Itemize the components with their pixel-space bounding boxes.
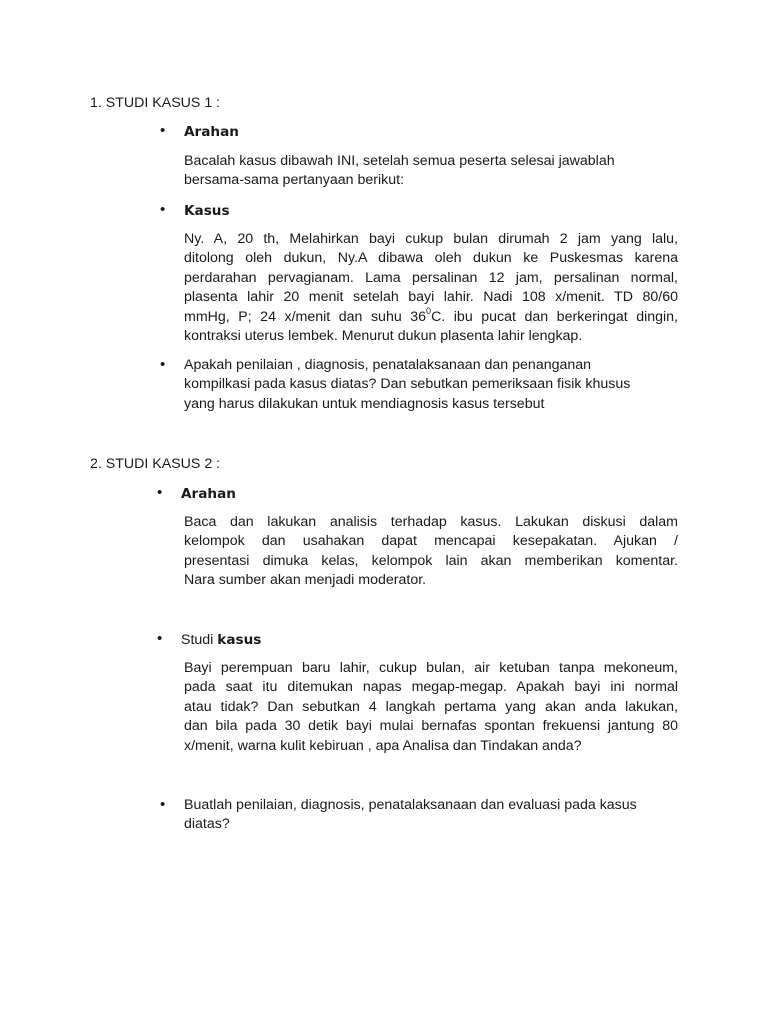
case2-heading: 2. STUDI KASUS 2 : [90,456,221,472]
case2-question-line-2: diatas? [184,816,230,833]
case2-studi-line-1: Bayi perempuan baru lahir, cukup bulan, air ketuban tanpa mekoneum, [184,660,678,676]
case1-question-line-3: yang harus dilakukan untuk mendiagnosis kasus tersebut [184,395,545,412]
case1-question-text [184,356,678,414]
bullet-studi-2: • [157,630,163,647]
case1-arahan-text [184,152,678,191]
case2-arahan-line-2: kelompok dan usahakan dapat mencapai kesepakatan. Ajukan / [184,533,678,550]
case1-arahan-line-1: Bacalah kasus dibawah INI, setelah semua peserta selesai jawablah [184,153,615,169]
case1-kasus-line-3: perdarahan pervagianam. Lama persalinan 12 jam, persalinan normal, [184,269,678,286]
bullet-kasus-1: • [160,201,166,218]
case1-kasus-line-5 [184,305,679,327]
case1-arahan-label: Arahan [184,124,239,140]
case1-kasus-label: Kasus [184,203,230,219]
case1-kasus-line-1: Ny. A, 20 th, Melahirkan bayi cukup bulan dirumah 2 jam yang lalu, [184,231,678,247]
case1-kasus-text [184,230,678,346]
case1-kasus-line-5-b: C. ibu pucat dan berkeringat dingin, [431,308,679,325]
bullet-question-2: • [160,796,166,813]
case2-arahan-line-1: Baca dan lakukan analisis terhadap kasus. Lakukan diskusi dalam [184,514,678,530]
degree-superscript: 0 [426,305,432,316]
case2-question-text [184,796,678,835]
case2-arahan-line-4: Nara sumber akan menjadi moderator. [184,572,427,589]
case1-kasus-line-2: ditolong oleh dukun, Ny.A dibawa oleh dukun ke Puskesmas karena [184,250,678,267]
case2-studi-line-3: atau tidak? Dan sebutkan 4 langkah pertama yang akan anda lakukan, [184,698,678,715]
case2-studi-label [181,631,261,649]
case2-question-line-1: Buatlah penilaian, diagnosis, penatalaksanaan dan evaluasi pada kasus [184,797,637,813]
case1-kasus-line-5-a: mmHg, P; 24 x/menit dan suhu 36 [184,308,427,325]
case2-arahan-line-3: presentasi dimuka kelas, kelompok lain akan memberikan komentar. [184,552,678,569]
case2-studi-text [184,659,678,756]
case1-question-line-1: Apakah penilaian , diagnosis, penatalaksanaan dan penanganan [184,357,592,373]
case1-question-line-2: kompilkasi pada kasus diatas? Dan sebutkan pemeriksaan fisik khusus [184,376,631,393]
case2-studi-line-5: x/menit, warna kulit kebiruan , apa Analisa dan Tindakan anda? [184,737,582,754]
bullet-arahan-2: • [157,484,163,501]
bullet-arahan-1: • [160,122,166,139]
case2-studi-line-4: dan bila pada 30 detik bayi mulai bernafas spontan frekuensi jantung 80 [184,718,678,735]
case2-studi-line-2: pada saat itu ditemukan napas megap-megap. Apakah bayi ini normal [184,679,678,696]
case1-kasus-line-4: plasenta lahir 20 menit setelah bayi lahir. Nadi 108 x/menit. TD 80/60 [184,289,678,306]
case2-arahan-label: Arahan [181,486,236,502]
case2-arahan-text [184,513,678,591]
case2-studi-label-bold: kasus [217,632,262,648]
case1-heading: 1. STUDI KASUS 1 : [90,95,221,111]
case1-kasus-line-6: kontraksi uterus lembek. Menurut dukun plasenta lahir lengkap. [184,328,583,345]
case2-studi-label-plain: Studi [181,632,218,648]
case1-arahan-line-2: bersama-sama pertanyaan berikut: [184,172,405,189]
bullet-question-1: • [160,356,166,373]
